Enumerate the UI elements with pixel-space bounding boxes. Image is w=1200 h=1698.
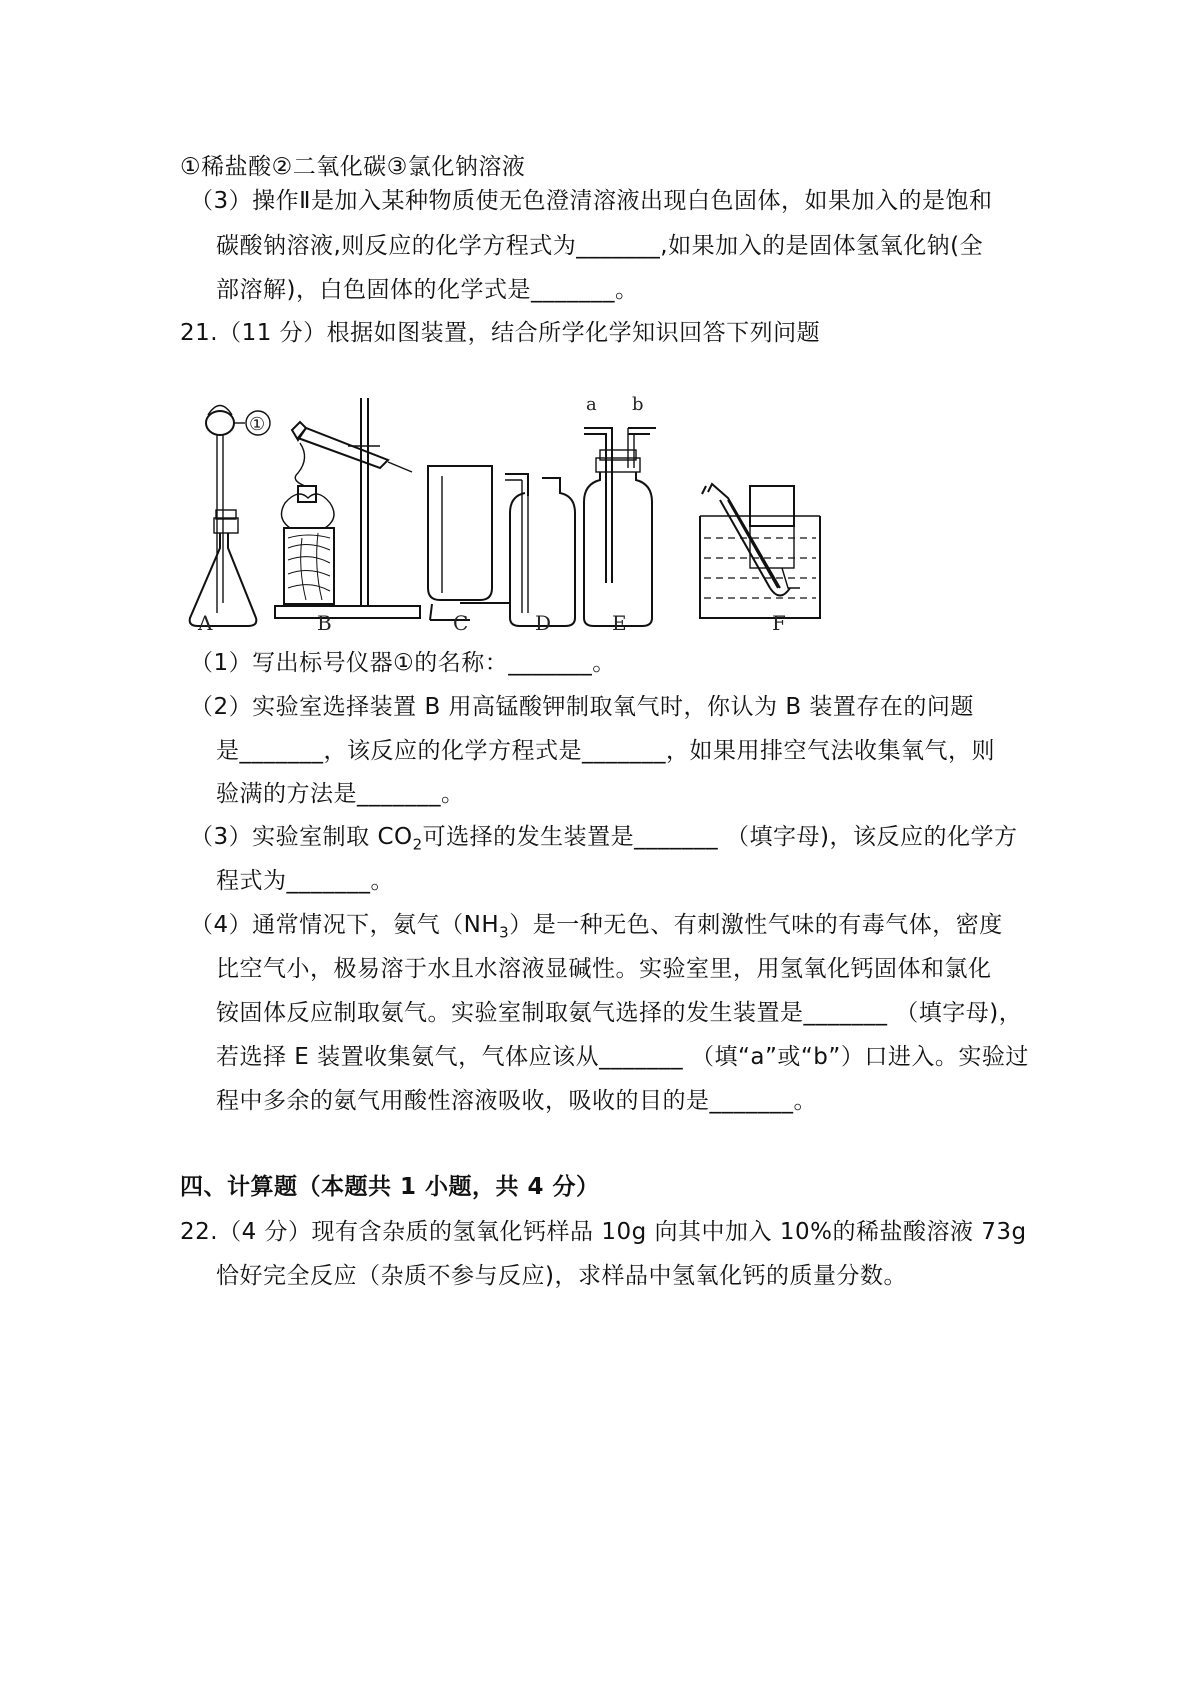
label-a: A (198, 611, 213, 635)
port-a-label: a (586, 394, 597, 415)
question-21-4-line1 (190, 910, 1003, 948)
label-e: E (612, 611, 627, 635)
section-4-heading: 四、计算题（本题共 1 小题，共 4 分） (180, 1174, 600, 1200)
lab-apparatus-figure (180, 388, 900, 638)
question-22-line2: 恰好完全反应（杂质不参与反应)，求样品中氢氧化钙的质量分数。 (216, 1263, 907, 1289)
question-22-line1: 22.（4 分）现有含杂质的氢氧化钙样品 10g 向其中加入 10%的稀盐酸溶液 73g (180, 1219, 1027, 1245)
q21-4-part1: （4）通常情况下，氨气（NH (190, 912, 500, 938)
apparatus-c (428, 466, 510, 620)
question-20-3-line1: （3）操作Ⅱ是加入某种物质使无色澄清溶液出现白色固体，如果加入的是饱和 (190, 188, 993, 214)
question-21-4-line5: 程中多余的氨气用酸性溶液吸收，吸收的目的是_______。 (216, 1088, 817, 1114)
question-21-4-line2: 比空气小，极易溶于水且水溶液显碱性。实验室里，用氢氧化钙固体和氯化 (216, 956, 992, 982)
q21-3-part1: （3）实验室制取 CO (190, 824, 413, 850)
question-21-2-line2: 是_______，该反应的化学方程式是_______，如果用排空气法收集氧气，则 (216, 738, 995, 764)
question-21-2-line1: （2）实验室选择装置 B 用高锰酸钾制取氧气时，你认为 B 装置存在的问题 (190, 694, 974, 720)
question-21-3-line1 (190, 822, 1017, 860)
label-c: C (453, 611, 469, 635)
question-20-3-line3: 部溶解)，白色固体的化学式是_______。 (216, 277, 639, 303)
q21-3-part2: 可选择的发生装置是_______ （填字母)，该反应的化学方 (422, 824, 1018, 850)
question-21-1: （1）写出标号仪器①的名称：_______。 (190, 650, 616, 676)
label-f: F (772, 611, 786, 635)
marker-1-label: ① (249, 414, 266, 435)
question-20-3-line2: 碳酸钠溶液,则反应的化学方程式为_______,如果加入的是固体氢氧化钠(全 (216, 233, 984, 259)
apparatus-e (584, 394, 656, 626)
q21-4-part2: ）是一种无色、有刺激性气味的有毒气体，密度 (509, 912, 1003, 938)
port-b-label: b (632, 394, 644, 415)
label-b: B (317, 611, 332, 635)
co2-subscript: 2 (412, 835, 423, 854)
question-21-4-line3: 铵固体反应制取氨气。实验室制取氨气选择的发生装置是_______ （填字母)， (216, 1000, 1023, 1026)
apparatus-d (505, 474, 575, 626)
question-21-2-line3: 验满的方法是_______。 (216, 781, 465, 807)
answer-options-line: ①稀盐酸②二氧化碳③氯化钠溶液 (180, 154, 526, 180)
label-d: D (535, 611, 552, 635)
apparatus-f (700, 484, 820, 618)
question-21-4-line4: 若选择 E 装置收集氨气，气体应该从_______ （填“a”或“b”）口进入。实验过 (216, 1044, 1029, 1070)
question-21-3-line2: 程式为_______。 (216, 868, 394, 894)
question-21-heading: 21.（11 分）根据如图装置，结合所学化学知识回答下列问题 (180, 320, 821, 346)
apparatus-a (190, 406, 270, 627)
nh3-subscript: 3 (499, 923, 510, 942)
apparatus-b (275, 398, 420, 618)
